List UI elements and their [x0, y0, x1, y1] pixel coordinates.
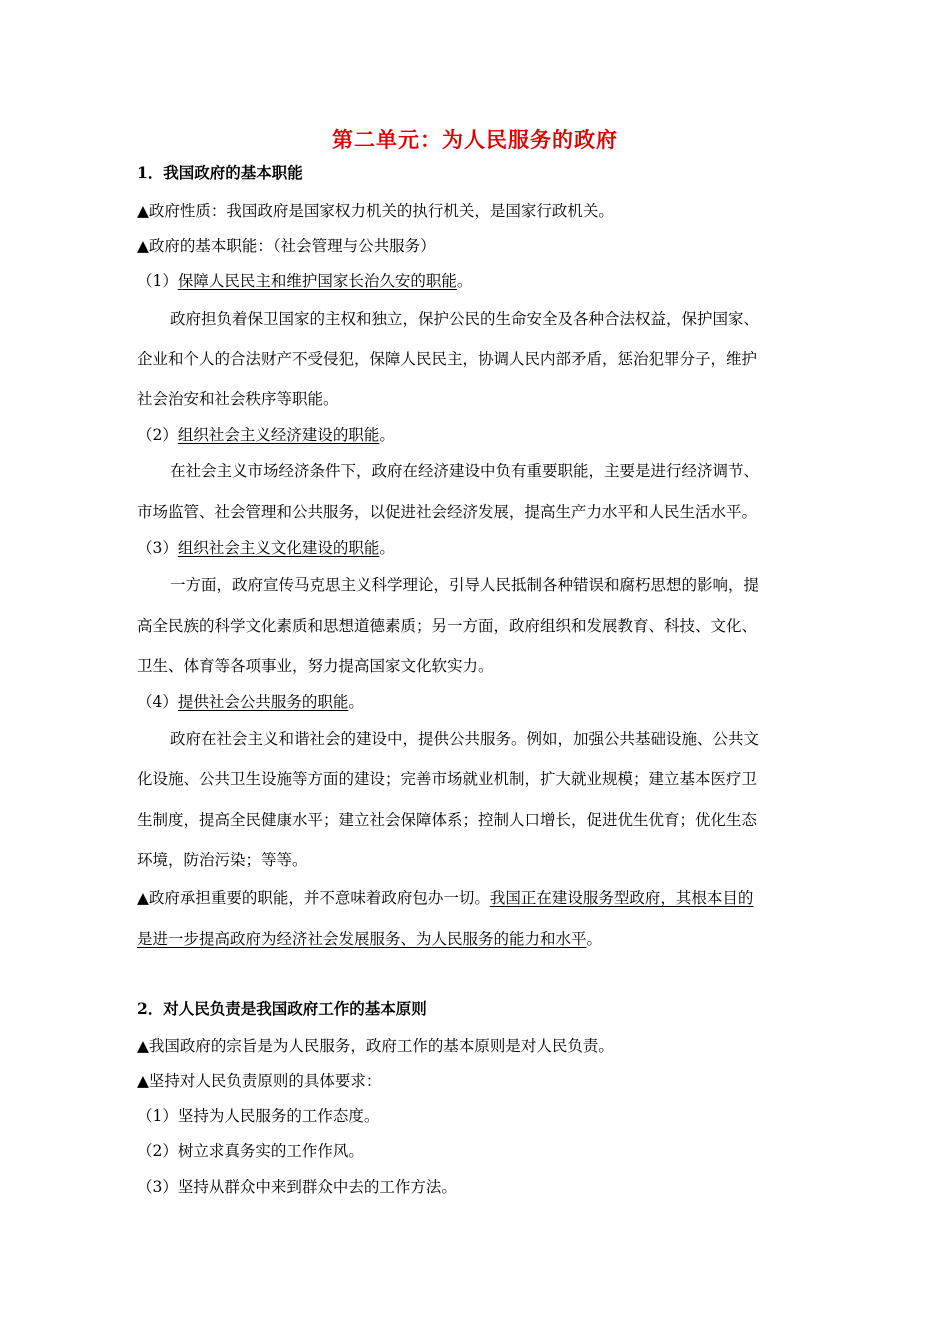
paragraph-line: 一方面，政府宣传马克思主义科学理论，引导人民抵制各种错误和腐朽思想的影响，提 [170, 576, 760, 594]
item-title: 组织社会主义经济建设的职能 [177, 426, 380, 444]
item-suffix: 。 [379, 426, 395, 444]
item-title: 保障人民民主和维护国家长治久安的职能 [177, 272, 457, 290]
paragraph-line: 政府担负着保卫国家的主权和独立，保护公民的生命安全及各种合法权益，保护国家、 [170, 310, 760, 328]
item-prefix: （4） [137, 693, 178, 711]
requirements-intro: ▲坚持对人民负责原则的具体要求： [137, 1072, 382, 1090]
paragraph-line: 政府在社会主义和谐社会的建设中，提供公共服务。例如，加强公共基础设施、公共文 [170, 730, 760, 748]
function-item-3-title [137, 538, 395, 558]
function-item-1-title [137, 271, 472, 291]
section-1-heading: 1．我国政府的基本职能 [137, 163, 303, 182]
note-text: ▲政府承担重要的职能，并不意味着政府包办一切。 [137, 889, 490, 907]
government-purpose: ▲我国政府的宗旨是为人民服务，政府工作的基本原则是对人民负责。 [137, 1037, 614, 1055]
item-prefix: （2） [137, 426, 178, 444]
government-nature: ▲政府性质：我国政府是国家权力机关的执行机关，是国家行政机关。 [137, 202, 614, 220]
note-underlined-text: 我国正在建设服务型政府，其根本目的 [489, 889, 754, 907]
requirement-item: （1）坚持为人民服务的工作态度。 [137, 1107, 380, 1125]
item-suffix: 。 [379, 539, 395, 557]
paragraph-line: 市场监管、社会管理和公共服务，以促进社会经济发展，提高生产力水平和人民生活水平。 [137, 503, 758, 521]
paragraph-line: 环境，防治污染；等等。 [137, 851, 308, 869]
service-government-note [137, 888, 753, 908]
basic-functions-intro: ▲政府的基本职能：（社会管理与公共服务） [137, 237, 436, 255]
page-title: 第二单元：为人民服务的政府 [332, 127, 618, 152]
item-title: 组织社会主义文化建设的职能 [177, 539, 380, 557]
item-prefix: （1） [137, 272, 178, 290]
paragraph-line: 生制度，提高全民健康水平；建立社会保障体系；控制人口增长，促进优生优育；优化生态 [137, 811, 758, 829]
paragraph-line: 企业和个人的合法财产不受侵犯，保障人民民主，协调人民内部矛盾，惩治犯罪分子，维护 [137, 350, 758, 368]
item-title: 提供社会公共服务的职能 [177, 693, 349, 711]
note-suffix: 。 [586, 930, 603, 948]
paragraph-line: 卫生、体育等各项事业，努力提高国家文化软实力。 [137, 657, 494, 675]
item-prefix: （3） [137, 539, 178, 557]
note-underlined-text: 是进一步提高政府为经济社会发展服务、为人民服务的能力和水平 [137, 930, 587, 948]
item-suffix: 。 [456, 272, 473, 290]
function-item-4-title [137, 692, 364, 712]
function-item-2-title [137, 425, 395, 445]
requirement-item: （3）坚持从群众中来到群众中去的工作方法。 [137, 1178, 457, 1196]
paragraph-line: 在社会主义市场经济条件下，政府在经济建设中负有重要职能，主要是进行经济调节、 [170, 462, 760, 480]
paragraph-line: 化设施、公共卫生设施等方面的建设；完善市场就业机制，扩大就业规模；建立基本医疗卫 [137, 770, 758, 788]
paragraph-line: 高全民族的科学文化素质和思想道德素质；另一方面，政府组织和发展教育、科技、文化、 [137, 617, 758, 635]
item-suffix: 。 [348, 693, 364, 711]
requirement-item: （2）树立求真务实的工作作风。 [137, 1142, 364, 1160]
service-government-note-cont [137, 929, 602, 949]
paragraph-line: 社会治安和社会秩序等职能。 [137, 390, 339, 408]
section-2-heading: 2．对人民负责是我国政府工作的基本原则 [137, 999, 427, 1018]
